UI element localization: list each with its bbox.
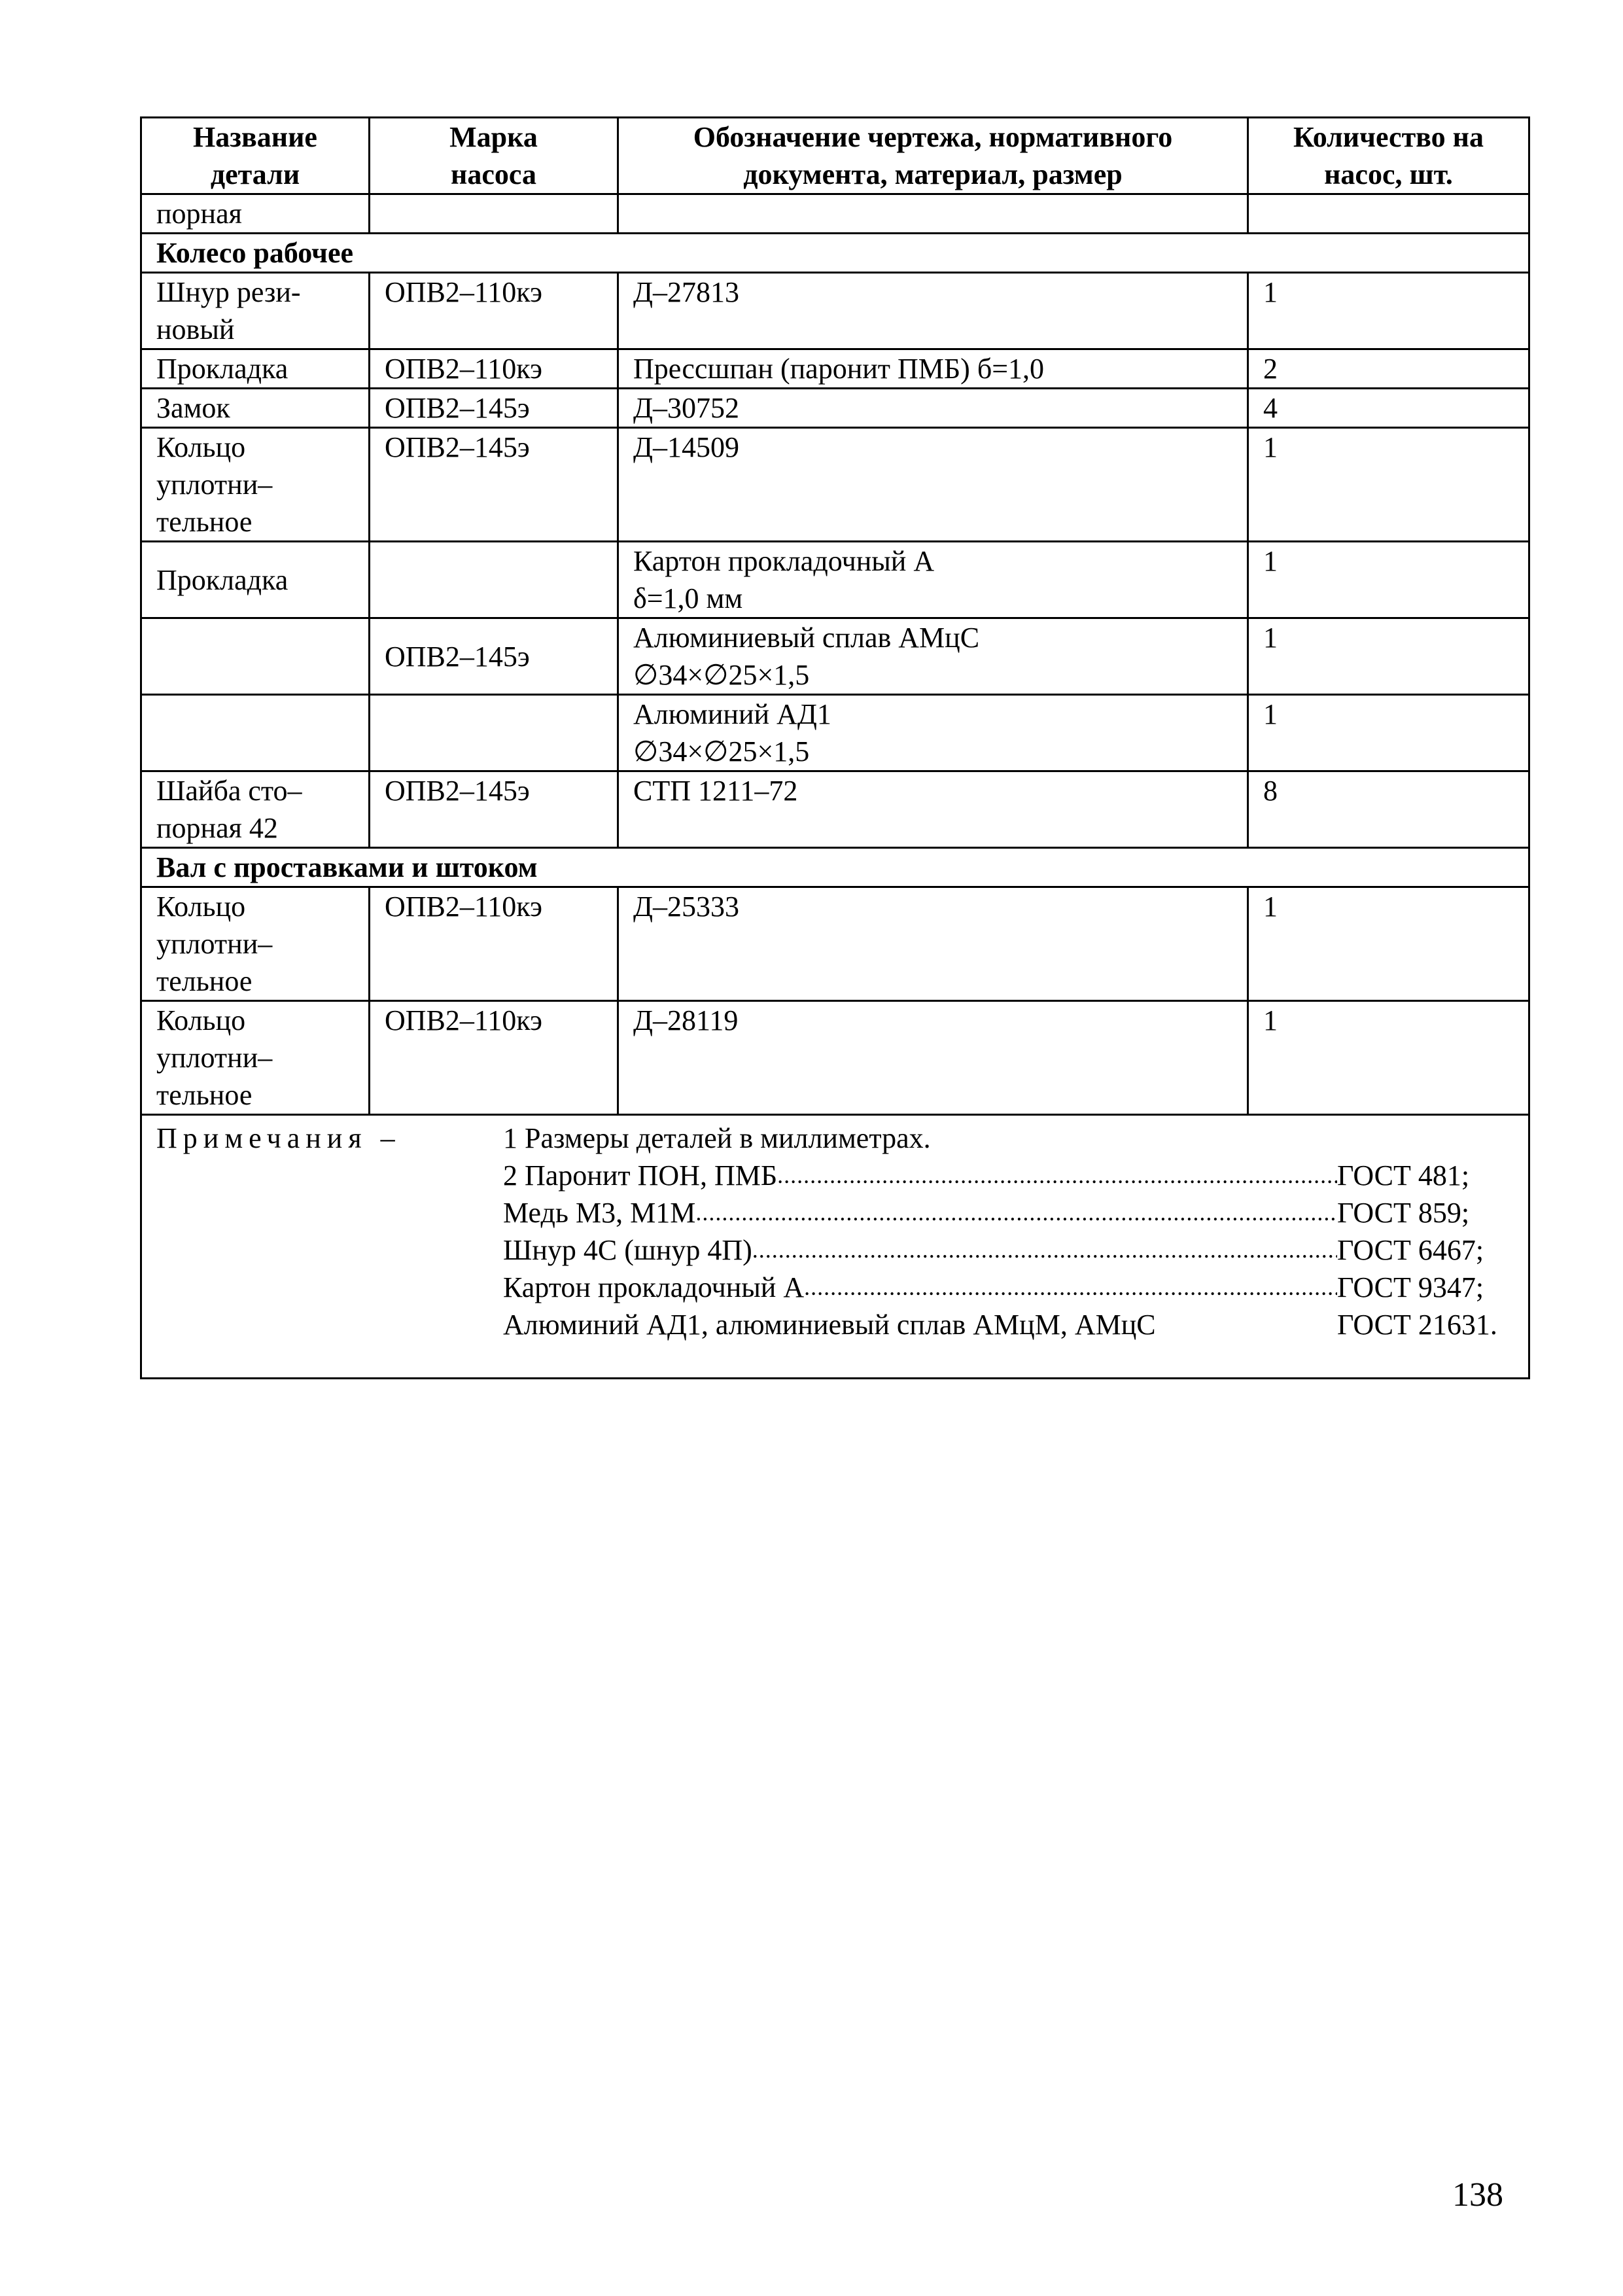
cell-quantity: 4	[1248, 389, 1529, 428]
note-text: 2 Паронит ПОН, ПМБ	[503, 1159, 778, 1192]
table-row	[141, 695, 1529, 771]
header-pump-brand: Марка насоса	[370, 118, 618, 194]
cell-pump-brand	[370, 194, 618, 234]
cell-designation: Д–14509	[618, 428, 1248, 542]
table-row	[141, 618, 1529, 695]
notes-label: Примечания –	[156, 1122, 401, 1154]
dot-leader	[752, 1231, 1337, 1269]
cell-designation: Прессшпан (паронит ПМБ) б=1,0	[618, 349, 1248, 389]
cell-designation: Алюминиевый сплав АМцС ∅34×∅25×1,5	[618, 618, 1248, 695]
section-title: Колесо рабочее	[141, 234, 1529, 273]
cell-part-name	[141, 618, 370, 695]
cell-quantity	[1248, 194, 1529, 234]
cell-part-name: Шайба сто– порная 42	[141, 771, 370, 848]
cell-quantity: 2	[1248, 349, 1529, 389]
table-row	[141, 542, 1529, 618]
table-row	[141, 194, 1529, 234]
section-header-row	[141, 234, 1529, 273]
cell-pump-brand: ОПВ2–110кэ	[370, 349, 618, 389]
cell-pump-brand: ОПВ2–110кэ	[370, 273, 618, 349]
cell-designation	[618, 194, 1248, 234]
cell-pump-brand: ОПВ2–110кэ	[370, 887, 618, 1001]
dot-leader	[777, 1157, 1337, 1194]
cell-designation: Д–30752	[618, 389, 1248, 428]
header-drawing-designation: Обозначение чертежа, нормативного документа, материал, размер	[618, 118, 1248, 194]
cell-part-name: Кольцо уплотни– тельное	[141, 428, 370, 542]
table-row	[141, 273, 1529, 349]
table-row	[141, 428, 1529, 542]
cell-quantity: 1	[1248, 887, 1529, 1001]
cell-pump-brand: ОПВ2–145э	[370, 428, 618, 542]
notes-block	[156, 1120, 1514, 1343]
cell-part-name: Замок	[141, 389, 370, 428]
notes-list	[503, 1120, 1520, 1343]
section-title: Вал с проставками и штоком	[141, 848, 1529, 887]
cell-part-name: Прокладка	[141, 542, 370, 618]
note-text: Алюминий АД1, алюминиевый сплав АМцМ, АМцС	[503, 1309, 1156, 1341]
table-row	[141, 1001, 1529, 1115]
table-header-row	[141, 118, 1529, 194]
cell-part-name	[141, 695, 370, 771]
dot-leader	[1156, 1306, 1337, 1343]
cell-pump-brand: ОПВ2–145э	[370, 771, 618, 848]
note-standard: ГОСТ 859;	[1337, 1197, 1470, 1229]
header-quantity: Количество на насос, шт.	[1248, 118, 1529, 194]
note-line	[503, 1269, 1520, 1306]
cell-quantity: 8	[1248, 771, 1529, 848]
cell-part-name: Прокладка	[141, 349, 370, 389]
cell-quantity: 1	[1248, 618, 1529, 695]
dot-leader	[695, 1194, 1337, 1231]
header-part-name: Название детали	[141, 118, 370, 194]
cell-pump-brand: ОПВ2–145э	[370, 618, 618, 695]
cell-designation: Д–28119	[618, 1001, 1248, 1115]
cell-pump-brand	[370, 542, 618, 618]
note-line	[503, 1306, 1520, 1343]
note-standard: ГОСТ 21631.	[1337, 1309, 1497, 1341]
cell-designation: СТП 1211–72	[618, 771, 1248, 848]
note-standard: ГОСТ 481;	[1337, 1159, 1470, 1192]
cell-pump-brand: ОПВ2–110кэ	[370, 1001, 618, 1115]
note-line	[503, 1231, 1520, 1269]
note-standard: ГОСТ 6467;	[1337, 1234, 1484, 1266]
notes-cell	[141, 1115, 1529, 1379]
cell-quantity: 1	[1248, 695, 1529, 771]
cell-part-name: Шнур рези- новый	[141, 273, 370, 349]
cell-quantity: 1	[1248, 273, 1529, 349]
cell-pump-brand	[370, 695, 618, 771]
section-header-row	[141, 848, 1529, 887]
note-standard: ГОСТ 9347;	[1337, 1271, 1484, 1303]
note-line	[503, 1157, 1520, 1194]
cell-part-name: Кольцо уплотни– тельное	[141, 1001, 370, 1115]
cell-part-name: порная	[141, 194, 370, 234]
cell-pump-brand: ОПВ2–145э	[370, 389, 618, 428]
table-row	[141, 349, 1529, 389]
table-row	[141, 771, 1529, 848]
cell-quantity: 1	[1248, 1001, 1529, 1115]
cell-designation: Картон прокладочный А δ=1,0 мм	[618, 542, 1248, 618]
table-body	[141, 194, 1529, 1379]
note-text: Медь М3, М1М	[503, 1197, 696, 1229]
cell-quantity: 1	[1248, 428, 1529, 542]
note-line	[503, 1120, 1520, 1157]
cell-designation: Д–25333	[618, 887, 1248, 1001]
note-line	[503, 1194, 1520, 1231]
dot-leader	[804, 1269, 1337, 1306]
cell-quantity: 1	[1248, 542, 1529, 618]
cell-designation: Д–27813	[618, 273, 1248, 349]
page-number: 138	[1452, 2176, 1503, 2214]
cell-part-name: Кольцо уплотни– тельное	[141, 887, 370, 1001]
note-text: Шнур 4С (шнур 4П)	[503, 1234, 752, 1266]
note-text: Картон прокладочный А	[503, 1271, 805, 1303]
note-text: 1 Размеры деталей в миллиметрах.	[503, 1122, 931, 1154]
notes-row	[141, 1115, 1529, 1379]
table-row	[141, 389, 1529, 428]
parts-table	[140, 116, 1530, 1379]
table-row	[141, 887, 1529, 1001]
cell-designation: Алюминий АД1 ∅34×∅25×1,5	[618, 695, 1248, 771]
